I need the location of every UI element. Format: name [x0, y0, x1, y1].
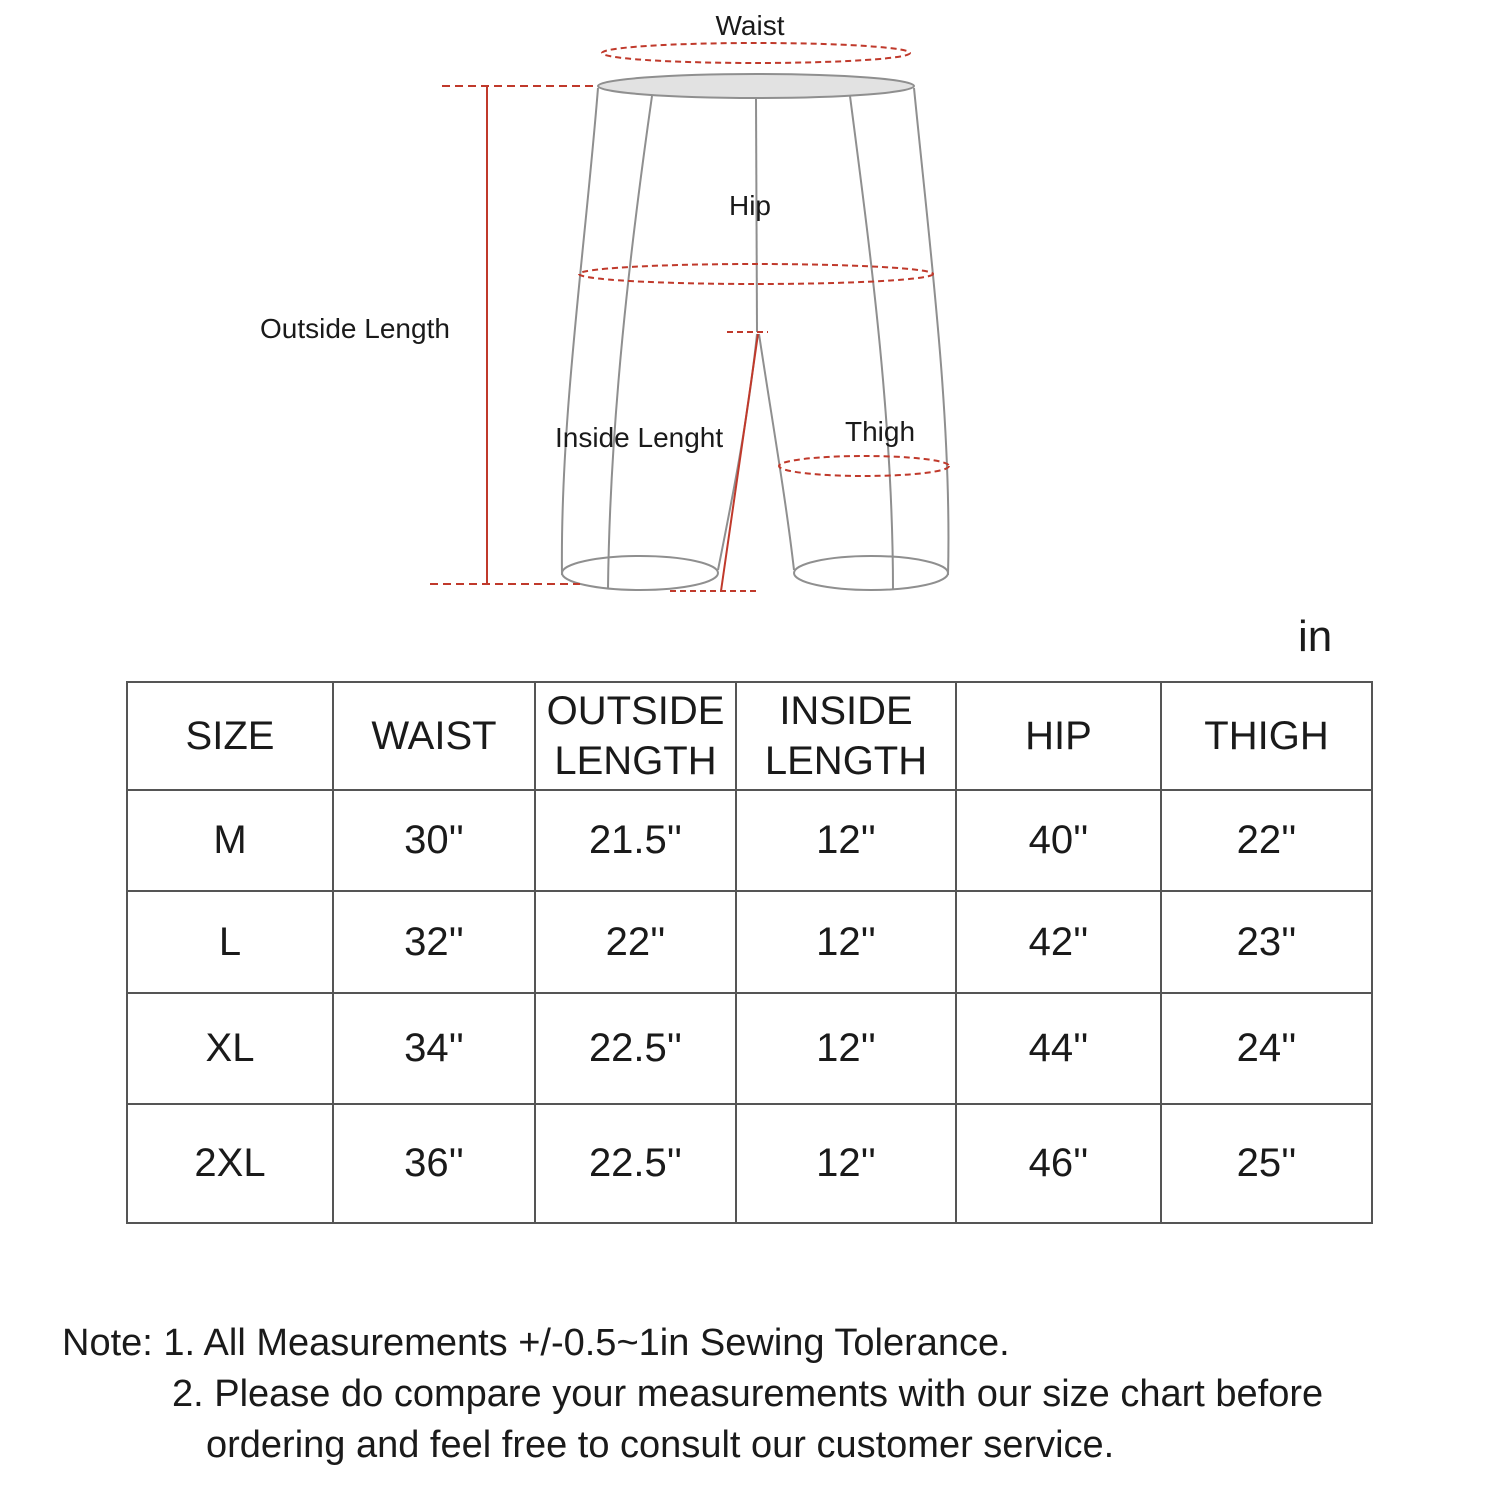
- right-inner-seam: [850, 96, 893, 590]
- cell-size: XL: [127, 993, 333, 1104]
- cell-waist: 30'': [333, 790, 535, 891]
- note-item-2-line-2: ordering and feel free to consult our customer service.: [206, 1424, 1115, 1466]
- cell-hip: 42'': [956, 891, 1161, 993]
- cell-outside-length: 22.5'': [535, 993, 736, 1104]
- cell-hip: 44'': [956, 993, 1161, 1104]
- size-chart-table: [126, 681, 1373, 1224]
- left-crotch-edge: [718, 334, 757, 570]
- header-thigh: THIGH: [1161, 682, 1372, 790]
- right-crotch-edge: [759, 334, 794, 570]
- right-outer-seam: [914, 88, 948, 575]
- table-row: [127, 993, 1372, 1104]
- inside-length-line: [721, 334, 758, 591]
- table-row: [127, 790, 1372, 891]
- cell-hip: 40'': [956, 790, 1161, 891]
- left-leg-opening: [562, 556, 718, 590]
- hip-label: Hip: [728, 190, 772, 221]
- cell-inside-length: 12'': [736, 790, 956, 891]
- cell-waist: 36'': [333, 1104, 535, 1223]
- header-outside-length: OUTSIDE LENGTH: [535, 682, 736, 790]
- note-line-1: [62, 1318, 1323, 1369]
- thigh-measure-ring: [779, 456, 949, 476]
- table-header-row: [127, 682, 1372, 790]
- measurement-guides: [430, 43, 949, 591]
- note-prefix: Note:: [62, 1322, 153, 1364]
- notes-section: [62, 1318, 1323, 1471]
- note-item-2-line-1: 2. Please do compare your measurements with our size chart before: [172, 1373, 1324, 1415]
- header-inside-length: INSIDE LENGTH: [736, 682, 956, 790]
- cell-inside-length: 12'': [736, 993, 956, 1104]
- shorts-outline: [562, 74, 949, 590]
- inside-length-label: Inside Lenght: [555, 422, 724, 453]
- cell-size: L: [127, 891, 333, 993]
- header-size: SIZE: [127, 682, 333, 790]
- unit-label: in: [1298, 612, 1333, 661]
- outside-length-label: Outside Length: [260, 313, 450, 344]
- cell-thigh: 24'': [1161, 993, 1372, 1104]
- shorts-measurement-diagram: [0, 0, 1500, 620]
- cell-thigh: 25'': [1161, 1104, 1372, 1223]
- note-item-1: 1. All Measurements +/-0.5~1in Sewing Tolerance.: [163, 1322, 1010, 1364]
- cell-inside-length: 12'': [736, 1104, 956, 1223]
- cell-size: M: [127, 790, 333, 891]
- cell-outside-length: 22'': [535, 891, 736, 993]
- cell-outside-length: 22.5'': [535, 1104, 736, 1223]
- header-hip: HIP: [956, 682, 1161, 790]
- right-leg-opening: [794, 556, 948, 590]
- header-waist: WAIST: [333, 682, 535, 790]
- cell-outside-length: 21.5'': [535, 790, 736, 891]
- cell-hip: 46'': [956, 1104, 1161, 1223]
- cell-size: 2XL: [127, 1104, 333, 1223]
- thigh-label: Thigh: [845, 416, 916, 447]
- left-outer-seam: [562, 88, 598, 575]
- cell-waist: 34'': [333, 993, 535, 1104]
- waist-measure-ring: [602, 43, 910, 63]
- table-row: [127, 1104, 1372, 1223]
- cell-thigh: 23'': [1161, 891, 1372, 993]
- waistband: [598, 74, 914, 98]
- table-row: [127, 891, 1372, 993]
- waist-label: Waist: [715, 10, 785, 41]
- cell-thigh: 22'': [1161, 790, 1372, 891]
- left-inner-seam: [608, 96, 652, 588]
- cell-waist: 32'': [333, 891, 535, 993]
- cell-inside-length: 12'': [736, 891, 956, 993]
